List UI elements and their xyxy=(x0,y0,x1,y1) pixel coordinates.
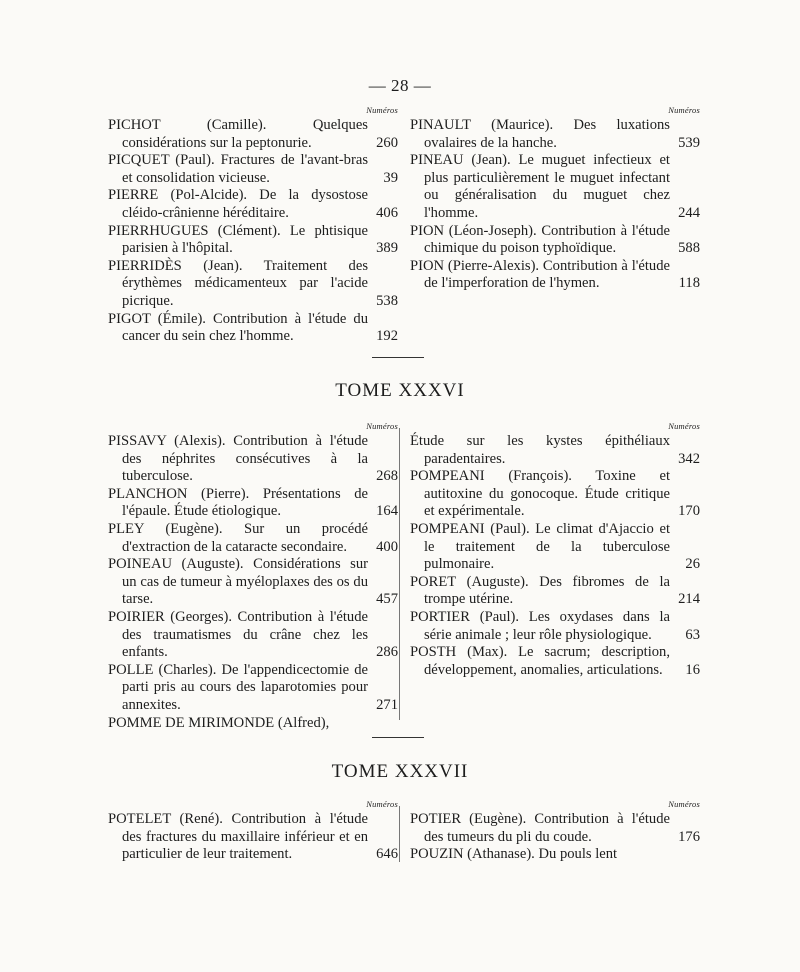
entry-text: PICHOT (Camille). Quelques considérations sur la peptonurie. xyxy=(108,117,368,151)
index-entry xyxy=(410,609,700,644)
section0-right-column xyxy=(410,104,700,293)
entry-number: 164 xyxy=(376,503,398,520)
entry-text: PORTIER (Paul). Les oxydases dans la série animale ; leur rôle physiologique. xyxy=(410,608,670,643)
entry-text: PION (Pierre-Alexis). Contribution à l'étude de l'imperforation de l'hymen. xyxy=(410,257,670,292)
section-rule xyxy=(372,737,424,738)
index-entry xyxy=(410,811,700,846)
entry-text: POMPEANI (François). Toxine et autitoxine du gonocoque. Étude critique et expérimentale. xyxy=(410,468,670,520)
entry-text: PORET (Auguste). Des fibromes de la trompe utérine. xyxy=(410,573,670,608)
index-entry xyxy=(108,311,398,346)
index-entry xyxy=(108,715,398,733)
index-entry xyxy=(410,152,700,222)
column-divider xyxy=(399,428,400,720)
entry-text: POMPEANI (Paul). Le climat d'Ajaccio et le traitement de la tuberculose pulmonaire. xyxy=(410,520,670,573)
entry-number: 63 xyxy=(685,626,700,643)
entry-text: PISSAVY (Alexis). Contribution à l'étude des néphrites consécutives à la tuberculose. xyxy=(108,433,368,485)
entry-number: 244 xyxy=(678,204,700,221)
entry-number: 286 xyxy=(376,644,398,661)
entry-text: POTELET (René). Contribution à l'étude des fractures du maxillaire inférieur et en particulier de leur traitement. xyxy=(108,811,368,863)
column-head-numeros: Numéros xyxy=(668,105,700,115)
entry-number: 170 xyxy=(678,503,700,520)
entry-text: POMME DE MIRIMONDE (Alfred), xyxy=(108,714,330,731)
column-divider xyxy=(399,806,400,862)
column-head-numeros: Numéros xyxy=(366,105,398,115)
index-entry xyxy=(108,521,398,556)
section-title-tome-xxxvi: TOME XXXVI xyxy=(335,380,465,401)
section-rule xyxy=(372,357,424,358)
index-entry xyxy=(410,846,700,864)
entry-number: 39 xyxy=(383,169,398,186)
column-head-numeros: Numéros xyxy=(366,421,398,431)
entry-number: 389 xyxy=(376,240,398,257)
entry-text: POSTH (Max). Le sacrum; description, développement, anomalies, articulations. xyxy=(410,644,670,678)
section1-left-column xyxy=(108,420,398,732)
entry-number: 588 xyxy=(678,240,700,257)
section1-right-column xyxy=(410,420,700,679)
index-entry xyxy=(410,574,700,609)
entry-number: 406 xyxy=(376,204,398,221)
page-number: — 28 — xyxy=(368,76,432,95)
index-entry xyxy=(108,152,398,187)
entry-text: POINEAU (Auguste). Considérations sur un cas de tumeur à myéloplaxes des os du tarse. xyxy=(108,556,368,608)
index-entry xyxy=(108,433,398,486)
entry-number: 400 xyxy=(376,538,398,555)
entry-text: POTIER (Eugène). Contribution à l'étude des tumeurs du pli du coude. xyxy=(410,811,670,845)
entry-number: 26 xyxy=(685,556,700,573)
entry-number: 192 xyxy=(376,328,398,345)
index-entry xyxy=(108,609,398,662)
entry-text: PINAULT (Maurice). Des luxations ovalaires de la hanche. xyxy=(410,117,670,151)
entry-text: PLEY (Eugène). Sur un procédé d'extraction de la cataracte secondaire. xyxy=(108,520,368,555)
entry-number: 646 xyxy=(376,846,398,863)
index-entry xyxy=(410,258,700,293)
entry-text: PIERRIDÈS (Jean). Traitement des érythèmes médicamenteux par l'acide picrique. xyxy=(108,257,368,309)
index-entry xyxy=(108,117,398,152)
column-head-numeros: Numéros xyxy=(366,799,398,809)
section2-left-column xyxy=(108,798,398,864)
index-entry xyxy=(108,258,398,311)
index-entry xyxy=(108,187,398,222)
entry-text: Étude sur les kystes épithéliaux paradentaires. xyxy=(410,433,670,467)
entry-number: 268 xyxy=(376,468,398,485)
entry-text: POIRIER (Georges). Contribution à l'étude des traumatismes du crâne chez les enfants. xyxy=(108,608,368,661)
entry-text: PIERRHUGUES (Clément). Le phtisique parisien à l'hôpital. xyxy=(108,222,368,257)
index-entry xyxy=(410,117,700,152)
entry-number: 271 xyxy=(376,696,398,713)
index-entry xyxy=(410,468,700,521)
entry-text: POUZIN (Athanase). Du pouls lent xyxy=(410,846,618,863)
entry-number: 342 xyxy=(678,450,700,467)
index-entry xyxy=(410,644,700,679)
entry-text: PICQUET (Paul). Fractures de l'avant-bras et consolidation vicieuse. xyxy=(108,152,368,186)
entry-text: PLANCHON (Pierre). Présentations de l'épaule. Étude étiologique. xyxy=(108,485,368,520)
index-entry xyxy=(410,223,700,258)
entry-text: PIERRE (Pol-Alcide). De la dysostose cléido-crânienne héréditaire. xyxy=(108,187,368,221)
column-head-numeros: Numéros xyxy=(668,799,700,809)
entry-number: 118 xyxy=(678,275,700,292)
entry-number: 539 xyxy=(678,134,700,151)
entry-text: PIGOT (Émile). Contribution à l'étude du cancer du sein chez l'homme. xyxy=(108,310,368,345)
section0-left-column xyxy=(108,104,398,346)
index-entry xyxy=(108,556,398,609)
entry-number: 457 xyxy=(376,591,398,608)
section2-right-column xyxy=(410,798,700,864)
entry-number: 214 xyxy=(678,591,700,608)
index-entry xyxy=(108,486,398,521)
index-entry xyxy=(108,662,398,715)
entry-text: PION (Léon-Joseph). Contribution à l'étude chimique du poison typhoïdique. xyxy=(410,222,670,257)
index-entry xyxy=(108,223,398,258)
entry-number: 176 xyxy=(678,828,700,845)
index-entry xyxy=(410,521,700,574)
entry-number: 16 xyxy=(685,661,700,678)
index-entry xyxy=(108,811,398,864)
entry-text: POLLE (Charles). De l'appendicectomie de parti pris au cours des laparotomies pour annexites. xyxy=(108,661,368,713)
section-title-tome-xxxvii: TOME XXXVII xyxy=(331,761,469,782)
column-head-numeros: Numéros xyxy=(668,421,700,431)
entry-number: 538 xyxy=(376,292,398,309)
entry-number: 260 xyxy=(376,134,398,151)
index-entry xyxy=(410,433,700,468)
entry-text: PINEAU (Jean). Le muguet infectieux et plus particulièrement le muguet infectant ou généralisation du muguet chez l'homme. xyxy=(410,152,670,221)
